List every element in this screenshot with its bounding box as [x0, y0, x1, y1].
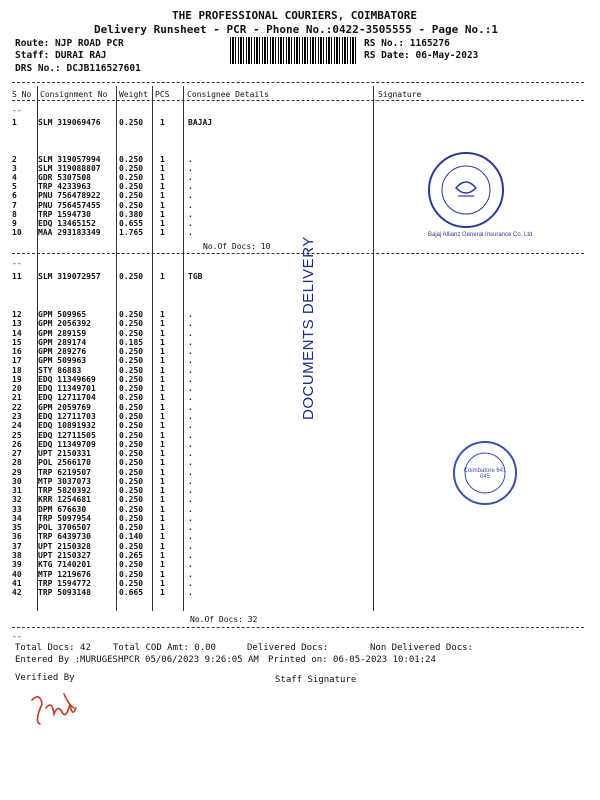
cell-wt: 1.765: [119, 227, 144, 237]
cell-consignee: .: [188, 384, 193, 394]
cell-wt: 0.250: [119, 495, 144, 505]
divider: [12, 100, 584, 101]
cell-sno: 32: [12, 495, 22, 505]
cell-cn: GPM 289276: [38, 347, 87, 357]
cell-pcs: 1: [160, 393, 165, 403]
cell-wt: 0.250: [119, 310, 144, 319]
cell-wt: 0.250: [119, 384, 144, 394]
divider: [12, 82, 584, 83]
cell-consignee: .: [188, 476, 193, 486]
cell-pcs: 1: [160, 476, 165, 486]
cell-pcs: 1: [160, 560, 165, 570]
cell-wt: 0.250: [119, 430, 144, 440]
rs-date: RS Date: 06-May-2023: [364, 50, 479, 61]
cell-pcs: 1: [160, 365, 165, 375]
cell-consignee: .: [188, 310, 193, 319]
cell-sno: 30: [12, 476, 22, 486]
cell-consignee: .: [188, 182, 193, 192]
cell-pcs: 1: [160, 164, 165, 174]
cell-sno: 16: [12, 347, 22, 357]
cell-sno: 8: [12, 209, 17, 219]
cell-wt: 0.250: [119, 173, 144, 183]
cell-sno: 23: [12, 411, 22, 421]
cell-pcs: 1: [160, 173, 165, 183]
cell-pcs: 1: [160, 523, 165, 533]
cell-sno: 24: [12, 421, 22, 431]
cell-pcs: 1: [160, 551, 165, 561]
non-delivered-docs: Non Delivered Docs:: [370, 643, 473, 653]
cell-wt: 0.250: [119, 476, 144, 486]
cell-pcs: 1: [160, 200, 165, 210]
cell-consignee: .: [188, 486, 193, 496]
cell-sno: 2: [12, 155, 17, 164]
docs-count: No.Of Docs: 10: [203, 242, 271, 251]
cell-wt: 0.250: [119, 523, 144, 533]
cell-consignee: .: [188, 155, 193, 164]
cell-consignee: .: [188, 411, 193, 421]
cell-sno: 35: [12, 523, 22, 533]
cell-cn: TRP 5093148: [38, 588, 91, 598]
cell-cn: SLM 319088807: [38, 164, 101, 174]
bajaj-seal-text: Bajaj Allianz General Insurance Co. Ltd: [428, 232, 533, 238]
cell-cn: EDQ 12711703: [38, 411, 96, 421]
cell-sno: 25: [12, 430, 22, 440]
col-signature: Signature: [378, 90, 422, 99]
cell-cn: MTP 3037073: [38, 476, 91, 486]
divider: [12, 627, 584, 628]
cell-sno: 10: [12, 227, 22, 237]
cell-wt: 0.250: [119, 411, 144, 421]
documents-delivery-stamp: DOCUMENTS DELIVERY: [300, 236, 317, 420]
cell-cn: STY 86883: [38, 365, 82, 375]
cell-consignee: .: [188, 218, 193, 228]
cell-consignee: .: [188, 467, 193, 477]
cell-wt: 0.265: [119, 551, 144, 561]
column-line: [152, 86, 153, 611]
cell-consignee: .: [188, 551, 193, 561]
cell-wt: 0.140: [119, 532, 144, 542]
cell-consignee: .: [188, 173, 193, 183]
cell-wt: 0.250: [119, 458, 144, 468]
cell-cn: UPT 2150328: [38, 541, 91, 551]
cell-sno: 9: [12, 218, 17, 228]
cell-sno: 31: [12, 486, 22, 496]
cell-consignee: .: [188, 523, 193, 533]
col-weight: Weight: [119, 90, 148, 99]
cell-cn: GPM 289174: [38, 337, 87, 347]
cell-sno: 29: [12, 467, 22, 477]
cell-wt: 0.250: [119, 356, 144, 366]
cell-sno: 26: [12, 439, 22, 449]
cell-consignee: .: [188, 541, 193, 551]
cell-wt: 0.250: [119, 449, 144, 459]
cell-sno: 6: [12, 191, 17, 201]
cell-wt: 0.250: [119, 402, 144, 412]
cell-cn: GPM 289159: [38, 328, 87, 338]
cell-sno: 5: [12, 182, 17, 192]
cell-cn: GPM 509963: [38, 356, 87, 366]
cell-pcs: 1: [160, 347, 165, 357]
column-line: [116, 86, 117, 611]
cell-cn: EDQ 12711704: [38, 393, 96, 403]
cell-sno: 4: [12, 173, 17, 183]
company-name: THE PROFESSIONAL COURIERS, COIMBATORE: [172, 9, 418, 22]
cell-sno: 20: [12, 384, 22, 394]
cell-sno: 36: [12, 532, 22, 542]
cell-consignee: .: [188, 393, 193, 403]
cell-wt: 0.250: [119, 155, 144, 164]
cell-consignee: .: [188, 337, 193, 347]
col-consignee: Consignee Details: [187, 90, 269, 99]
cell-consignee: .: [188, 209, 193, 219]
bank-seal-text: Coimbatore 641 045: [463, 468, 507, 480]
cell-wt: 0.250: [119, 560, 144, 570]
staff: Staff: DURAI RAJ: [15, 50, 107, 61]
cell-cn: EDQ 11349669: [38, 374, 96, 384]
cell-wt: 0.250: [119, 164, 144, 174]
staff-signature: Staff Signature: [275, 675, 357, 685]
cell-cn: POL 2566170: [38, 458, 91, 468]
cell-wt: 0.250: [119, 513, 144, 523]
cell-consignee: .: [188, 347, 193, 357]
cell-consignee: .: [188, 164, 193, 174]
cell-pcs: 1: [160, 430, 165, 440]
cell-cn: KTG 7140201: [38, 560, 91, 570]
col-sno: S No: [12, 90, 32, 99]
cell-wt: 0.250: [119, 421, 144, 431]
delivered-docs: Delivered Docs:: [247, 643, 329, 653]
cell-consignee: .: [188, 578, 193, 588]
cell-consignee: .: [188, 430, 193, 440]
cell-wt: 0.655: [119, 218, 144, 228]
printed-on: Printed on: 06-05-2023 10:01:24: [268, 655, 436, 665]
cell-sno: 28: [12, 458, 22, 468]
cell-pcs: 1: [160, 439, 165, 449]
cell-cn: KRR 1254681: [38, 495, 91, 505]
cell-consignee: .: [188, 458, 193, 468]
cell-sno: 34: [12, 513, 22, 523]
cell-cn: MTP 1219676: [38, 569, 91, 579]
cell-wt: 0.250: [119, 328, 144, 338]
cell-pcs: 1: [160, 182, 165, 192]
cell-consignee: .: [188, 569, 193, 579]
cell-cn: EDQ 12711505: [38, 430, 96, 440]
cell-wt: 0.250: [119, 365, 144, 375]
cell-pcs: 1: [160, 402, 165, 412]
cell-wt: 0.250: [119, 569, 144, 579]
cell-consignee: .: [188, 227, 193, 237]
cell-pcs: 1: [160, 191, 165, 201]
cell-sno: 38: [12, 551, 22, 561]
cell-pcs: 1: [160, 227, 165, 237]
cell-wt: 0.185: [119, 337, 144, 347]
cell-consignee: .: [188, 439, 193, 449]
cell-cn: DPM 676630: [38, 504, 87, 514]
cell-pcs: 1: [160, 218, 165, 228]
total-cod: Total COD Amt: 0.00: [113, 643, 216, 653]
column-line: [373, 86, 374, 611]
cell-sno: 42: [12, 588, 22, 598]
cell-pcs: 1: [160, 588, 165, 598]
cell-sno: 19: [12, 374, 22, 384]
cell-wt: 0.380: [119, 209, 144, 219]
cell-wt: 0.250: [119, 182, 144, 192]
col-pcs: PCS: [155, 90, 170, 99]
handwritten-signature-icon: [28, 688, 88, 728]
cell-pcs: 1: [160, 495, 165, 505]
cell-cn: GPM 2056392: [38, 319, 91, 329]
cell-wt: 0.250: [119, 200, 144, 210]
cell-consignee: .: [188, 402, 193, 412]
cell-cn: TRP 1594730: [38, 209, 91, 219]
cell-cn: GPM 2059769: [38, 402, 91, 412]
cell-wt: 0.665: [119, 588, 144, 598]
cell-wt: 0.250: [119, 393, 144, 403]
cell-cn: PNU 756457455: [38, 200, 101, 210]
entered-by: Entered By :MURUGESHPCR 05/06/2023 9:26:05 AM: [15, 655, 259, 665]
cell-cn: POL 3706507: [38, 523, 91, 533]
cell-sno: 39: [12, 560, 22, 570]
docs-count: No.Of Docs: 32: [190, 615, 258, 624]
cell-pcs: 1: [160, 569, 165, 579]
cell-pcs: 1: [160, 504, 165, 514]
total-docs: Total Docs: 42: [15, 643, 91, 653]
cell-wt: 0.250: [119, 578, 144, 588]
cell-sno: 3: [12, 164, 17, 174]
cell-consignee: .: [188, 328, 193, 338]
cell-wt: 0.250: [119, 504, 144, 514]
cell-sno: 14: [12, 328, 22, 338]
cell-sno: 22: [12, 402, 22, 412]
cell-cn: EDQ 13465152: [38, 218, 96, 228]
verified-by: Verified By: [15, 673, 75, 683]
cell-pcs: 1: [160, 541, 165, 551]
cell-consignee: .: [188, 421, 193, 431]
cell-sno: 41: [12, 578, 22, 588]
cell-consignee: .: [188, 191, 193, 201]
cell-sno: 13: [12, 319, 22, 329]
cell-consignee: .: [188, 200, 193, 210]
cell-sno: 18: [12, 365, 22, 375]
cell-sno: 21: [12, 393, 22, 403]
cell-consignee: .: [188, 495, 193, 505]
rs-number: RS No.: 1165276: [364, 38, 450, 49]
cell-sno: 33: [12, 504, 22, 514]
cell-wt: 0.250: [119, 347, 144, 357]
cell-consignee: .: [188, 356, 193, 366]
cell-pcs: 1: [160, 155, 165, 164]
drs-number: DRS No.: DCJB116527601: [15, 63, 141, 74]
cell-cn: UPT 2150331: [38, 449, 91, 459]
divider: [12, 253, 584, 254]
cell-wt: 0.250: [119, 191, 144, 201]
cell-cn: EDQ 11349701: [38, 384, 96, 394]
cell-cn: TRP 1594772: [38, 578, 91, 588]
cell-pcs: 1: [160, 449, 165, 459]
col-consignment: Consignment No: [40, 90, 108, 99]
cell-pcs: 1: [160, 532, 165, 542]
cell-consignee: .: [188, 374, 193, 384]
cell-sno: 12: [12, 310, 22, 319]
cell-pcs: 1: [160, 374, 165, 384]
cell-pcs: 1: [160, 209, 165, 219]
cell-sno: 17: [12, 356, 22, 366]
cell-cn: UPT 2150327: [38, 551, 91, 561]
route: Route: NJP ROAD PCR: [15, 38, 124, 49]
cell-pcs: 1: [160, 319, 165, 329]
barcode: [230, 37, 358, 64]
cell-pcs: 1: [160, 356, 165, 366]
cell-consignee: .: [188, 319, 193, 329]
cell-consignee: .: [188, 532, 193, 542]
bajaj-seal-icon: [426, 150, 506, 230]
cell-cn: TRP 5097954: [38, 513, 91, 523]
cell-sno: 7: [12, 200, 17, 210]
cell-wt: 0.250: [119, 486, 144, 496]
cell-consignee: .: [188, 588, 193, 598]
cell-sno: 15: [12, 337, 22, 347]
cell-cn: TRP 6439730: [38, 532, 91, 542]
cell-cn: MAA 293183349: [38, 227, 101, 237]
cell-pcs: 1: [160, 384, 165, 394]
cell-consignee: .: [188, 504, 193, 514]
cell-cn: EDQ 11349709: [38, 439, 96, 449]
cell-sno: 40: [12, 569, 22, 579]
cell-sno: 37: [12, 541, 22, 551]
sheet-title: Delivery Runsheet - PCR - Phone No.:0422-3505555 - Page No.:1: [94, 23, 498, 36]
cell-pcs: 1: [160, 337, 165, 347]
cell-cn: TRP 5820392: [38, 486, 91, 496]
cell-consignee: .: [188, 449, 193, 459]
cell-sno: 27: [12, 449, 22, 459]
cell-pcs: 1: [160, 578, 165, 588]
cell-pcs: 1: [160, 458, 165, 468]
cell-cn: EDQ 10891932: [38, 421, 96, 431]
cell-wt: 0.250: [119, 541, 144, 551]
cell-pcs: 1: [160, 467, 165, 477]
cell-cn: TRP 6219507: [38, 467, 91, 477]
cell-consignee: .: [188, 365, 193, 375]
cell-pcs: 1: [160, 328, 165, 338]
cell-cn: SLM 319057994: [38, 155, 101, 164]
column-line: [183, 86, 184, 611]
cell-pcs: 1: [160, 411, 165, 421]
cell-consignee: .: [188, 560, 193, 570]
cell-wt: 0.250: [119, 439, 144, 449]
cell-cn: GPM 509965: [38, 310, 87, 319]
cell-pcs: 1: [160, 421, 165, 431]
cell-cn: PNU 756478922: [38, 191, 101, 201]
cell-pcs: 1: [160, 486, 165, 496]
cell-wt: 0.250: [119, 319, 144, 329]
cell-pcs: 1: [160, 513, 165, 523]
cell-cn: TRP 4233963: [38, 182, 91, 192]
cell-wt: 0.250: [119, 467, 144, 477]
cell-cn: GDR 5307508: [38, 173, 91, 183]
cell-consignee: .: [188, 513, 193, 523]
cell-wt: 0.250: [119, 374, 144, 384]
cell-pcs: 1: [160, 310, 165, 319]
